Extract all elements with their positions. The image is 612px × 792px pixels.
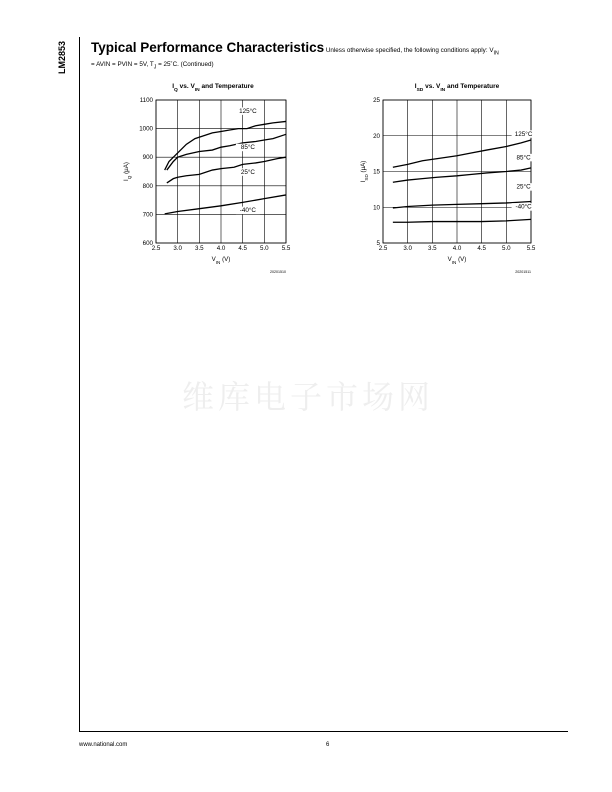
y-tick-label: 700 [142, 211, 153, 219]
x-tick-label: 5.5 [281, 245, 291, 252]
y-tick-label: 1100 [139, 97, 153, 104]
x-tick-label: 3.5 [195, 245, 204, 252]
x-tick-label: 2.5 [378, 245, 388, 252]
x-tick-label: 2.5 [151, 245, 161, 252]
series-line [165, 195, 286, 214]
curve-label: 125°C [514, 130, 533, 138]
side-part-number [53, 36, 71, 76]
x-tick-label: 4.0 [216, 245, 226, 252]
y-tick-label: 600 [142, 240, 153, 247]
figure-id: 20201510 [270, 270, 286, 274]
section-subtitle-1: Unless otherwise specified, the following conditions apply: V [324, 47, 494, 54]
chart-title: $I_Q$ vs. $V_{IN}$ and Temperature [172, 83, 254, 93]
series-line [167, 134, 286, 170]
chart-iq-vs-vin [100, 78, 300, 283]
curve-label: 125°C [239, 107, 257, 115]
y-tick-label: 15 [373, 168, 380, 176]
section-subtitle-sub-1: IN [493, 50, 499, 57]
y-tick-label: 20 [373, 132, 380, 140]
x-tick-label: 4.5 [238, 245, 247, 252]
figure-id: 20201511 [515, 270, 531, 274]
y-tick-label: 10 [373, 204, 380, 212]
side-part-number-text: LM2853 [57, 40, 67, 74]
page-number: 6 [326, 742, 330, 748]
x-axis-label: $V_{IN}$ (V) [211, 256, 231, 265]
section-title: Typical Performance Characteristics [91, 40, 325, 55]
x-tick-label: 3.0 [173, 245, 182, 252]
section-header [91, 42, 561, 74]
curve-label: 25°C [516, 183, 531, 191]
y-axis-label: $I_{SD}$ (µA) [360, 160, 369, 183]
section-subtitle-sub-2: J [153, 64, 157, 71]
watermark: 维库电子市场网 [181, 378, 434, 416]
chart-title: $I_{SD}$ vs. $V_{IN}$ and Temperature [414, 83, 500, 93]
y-tick-label: 800 [142, 182, 153, 190]
series-line [393, 168, 531, 182]
series-line [393, 219, 531, 222]
x-tick-label: 3.0 [403, 245, 412, 252]
curve-label: 25°C [240, 168, 255, 176]
x-tick-label: 4.0 [452, 245, 462, 252]
y-tick-label: 25 [373, 97, 380, 104]
x-tick-label: 5.0 [502, 245, 511, 252]
x-tick-label: 5.5 [526, 245, 536, 252]
curve-label: 85°C [516, 154, 531, 162]
x-axis-label: $V_{IN}$ (V) [447, 256, 467, 265]
curve-label: 85°C [240, 144, 255, 152]
series-line [393, 140, 531, 167]
chart-isd-vs-vin [350, 78, 550, 283]
section-subtitle-3: = 25˚C. (Continued) [156, 61, 214, 69]
section-subtitle-2: = AVIN = PVIN = 5V, T [91, 61, 154, 69]
curve-label: -40°C [515, 203, 532, 211]
curve-label: -40°C [239, 207, 256, 215]
y-axis-label: $I_Q$ (µA) [123, 162, 132, 181]
x-tick-label: 3.5 [428, 245, 437, 252]
y-tick-label: 1000 [139, 125, 153, 133]
y-tick-label: 5 [376, 240, 380, 247]
x-tick-label: 4.5 [477, 245, 486, 252]
y-tick-label: 900 [142, 154, 153, 162]
footer-url[interactable]: www.national.com [79, 742, 128, 748]
x-tick-label: 5.0 [260, 245, 269, 252]
series-line [167, 157, 286, 183]
